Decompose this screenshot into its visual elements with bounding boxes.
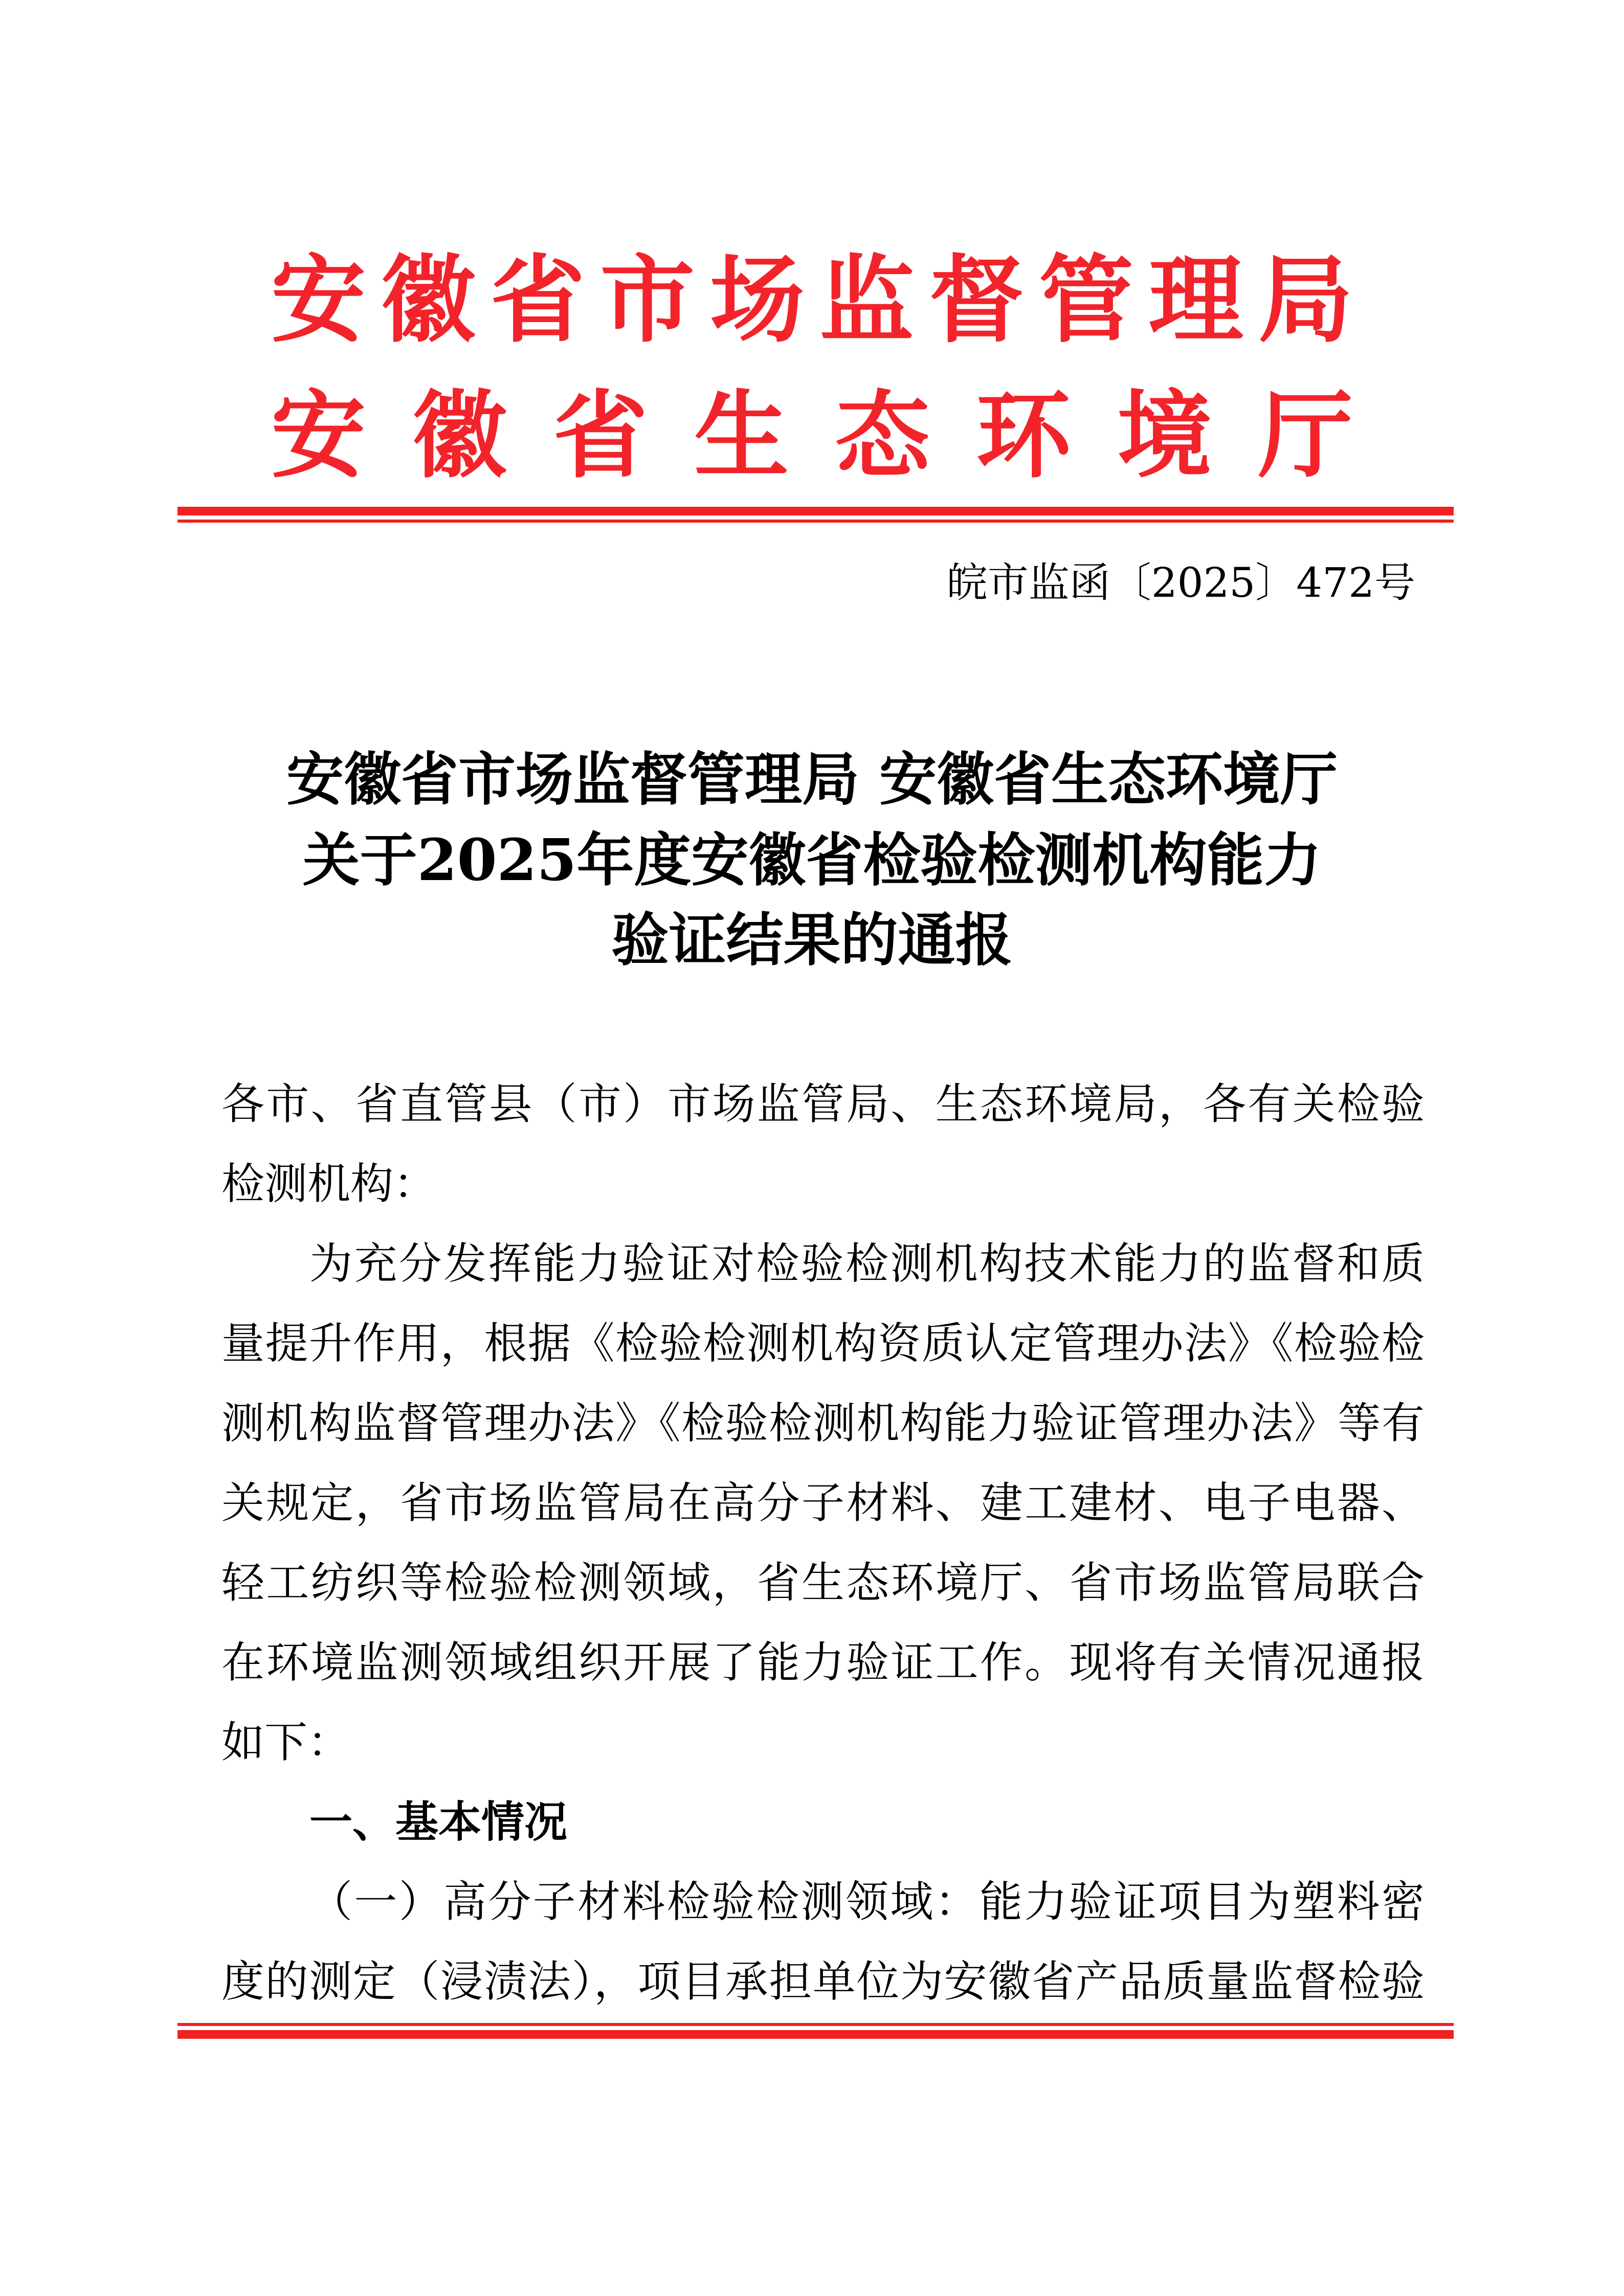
salutation-line: 各市、省直管县（市）市场监管局、生态环境局，各有关检验	[221, 1079, 1425, 1129]
letterhead-issuer-2: 安徽省生态环境厅	[271, 379, 1353, 491]
header-rule-thick	[177, 507, 1454, 515]
paragraph-line: 量提升作用，根据《检验检测机构资质认定管理办法》《检验检	[221, 1318, 1425, 1368]
document-title-line-3: 验证结果的通报	[611, 907, 1013, 974]
paragraph-line: 如下：	[221, 1717, 351, 1767]
header-rule-thin	[177, 520, 1454, 523]
document-title-line-2: 关于2025年度安徽省检验检测机构能力	[302, 827, 1322, 894]
paragraph-line: 测机构监督管理办法》《检验检测机构能力验证管理办法》等有	[221, 1398, 1425, 1448]
document-number: 皖市监函〔2025〕472号	[946, 559, 1415, 606]
document-title-line-1: 安徽省市场监督管理局 安徽省生态环境厅	[286, 746, 1338, 813]
footer-rule-thin	[177, 2023, 1454, 2026]
paragraph-line: （一）高分子材料检验检测领域：能力验证项目为塑料密	[309, 1877, 1425, 1927]
paragraph-line: 为充分发挥能力验证对检验检测机构技术能力的监督和质	[309, 1239, 1425, 1289]
paragraph-line: 在环境监测领域组织开展了能力验证工作。现将有关情况通报	[221, 1637, 1425, 1687]
paragraph-line: 轻工纺织等检验检测领域，省生态环境厅、省市场监管局联合	[221, 1558, 1425, 1608]
salutation-line: 检测机构：	[221, 1159, 437, 1209]
letterhead-issuer-1: 安徽省市场监督管理局	[271, 244, 1353, 355]
document-body	[221, 1064, 1425, 2021]
footer-rule-thick	[177, 2030, 1454, 2039]
paragraph-line: 度的测定（浸渍法），项目承担单位为安徽省产品质量监督检验	[221, 1956, 1425, 2007]
section-heading: 一、基本情况	[309, 1797, 568, 1847]
paragraph-line: 关规定，省市场监管局在高分子材料、建工建材、电子电器、	[221, 1478, 1425, 1528]
